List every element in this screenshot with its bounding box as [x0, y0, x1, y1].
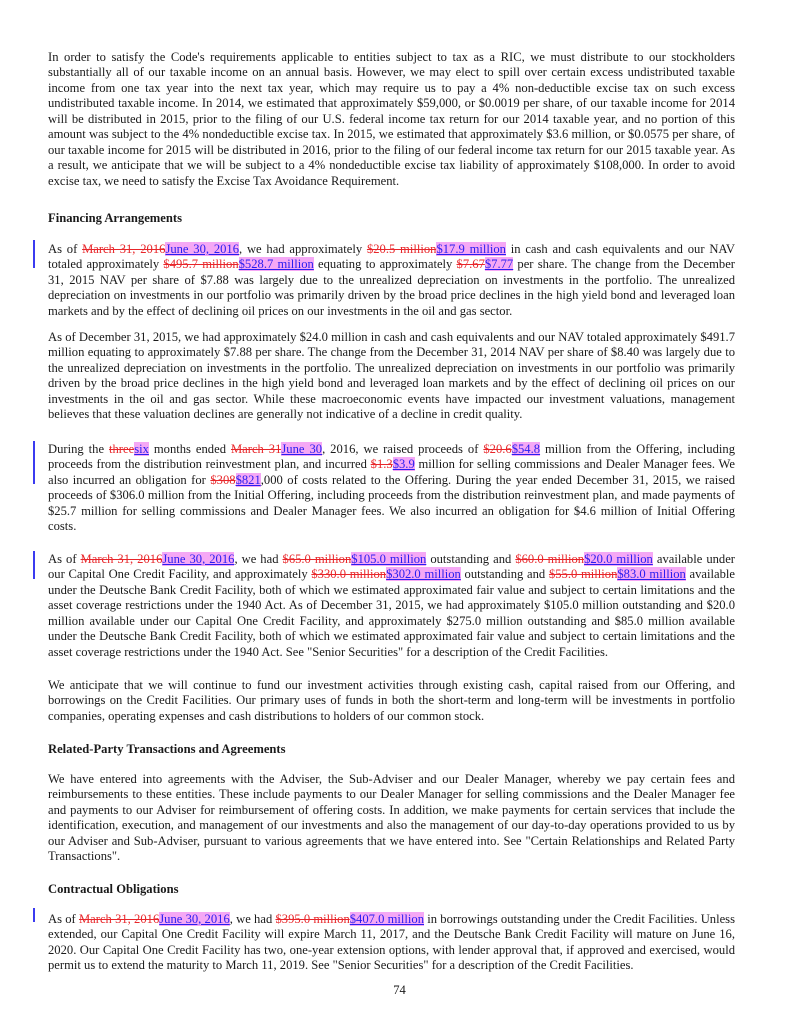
inserted-text: June 30, 2016 [165, 242, 240, 256]
heading-financing-arrangements: Financing Arrangements [48, 211, 182, 225]
deleted-text: March 31, 2016 [78, 912, 160, 926]
change-bar [33, 240, 35, 268]
deleted-text: $7.67 [456, 257, 485, 272]
deleted-text: March 31 [230, 442, 282, 456]
deleted-text: $55.0 million [548, 567, 618, 582]
paragraph-financing-nav: As of March 31, 2016June 30, 2016, we had approximately $20.5 million$17.9 million in cash and cash equivalents and our NAV totaled approximately $495.7 million$528.7 million equating to approximately $7.67$7.77 per share. The change from the December 31, 2015 NAV per share of $7.88 was largely due to the unrealized depreciation on investments in the portfolio. The unrealized depreciation on investments in our portfolio was primarily driven by the broad price declines in the high yield bond and leveraged loan markets and by the effect of declining oil prices on our investments in the oil and gas sector. [48, 242, 735, 318]
inserted-text: $20.0 million [584, 552, 653, 566]
deleted-text: $65.0 million [282, 552, 352, 566]
inserted-text: June 30, 2016 [159, 912, 230, 926]
deleted-text: $495.7 million [163, 257, 239, 272]
deleted-text: $60.0 million [515, 552, 585, 566]
inserted-text: $302.0 million [386, 567, 461, 582]
deleted-text: $308 [210, 472, 236, 487]
deleted-text: March 31, 2016 [80, 552, 163, 566]
inserted-text: $17.9 million [436, 242, 506, 256]
paragraph-dec-2015-nav: As of December 31, 2015, we had approximately $24.0 million in cash and cash equivalents and our NAV totaled approximately $491.7 million equating to approximately $7.88 per share. The change from the December 31, 2014 NAV per share of $8.40 was largely due to the unrealized depreciation on investments in the portfolio. The unrealized depreciation on investments in our portfolio was primarily driven by the broad price declines in the high yield bond and leveraged loan markets and by the effect of declining oil prices on our investments in the oil and gas sector. While these macroeconomic events have impacted our investment valuations, management believes that these valuation declines are generally not indicative of a decline in credit quality. [48, 330, 735, 422]
paragraph-offering-proceeds: During the threesix months ended March 31June 30, 2016, we raised proceeds of $20.6$54.8 million from the Offering, including proceeds from the distribution reinvestment plan, and incurred $1.3$3.9 million for selling commissions and Dealer Manager fees. We also incurred an obligation for $308$821,000 of costs related to the Offering. During the year ended December 31, 2015, we raised proceeds of $306.0 million from the Initial Offering, including proceeds from the distribution reinvestment plan, and made payments of $25.7 million for selling commissions and Dealer Manager fees. We also incurred an obligation for $4.6 million of Initial Offering costs. [48, 442, 736, 534]
heading-related-party: Related-Party Transactions and Agreements [48, 742, 286, 756]
change-bar [33, 441, 35, 484]
inserted-text: $407.0 million [349, 912, 425, 926]
inserted-text: $105.0 million [351, 552, 427, 566]
change-bar [33, 908, 35, 922]
inserted-text: June 30 [281, 442, 323, 456]
paragraph-ric-distribution: In order to satisfy the Code's requirements applicable to entities subject to tax as a RIC, we must distribute to our stockholders substantially all of our taxable income on an annual basis. However, we may elect to spill over certain excess undistributed taxable income from one tax year into the next tax year, which may require us to pay a 4% non-deductible excise tax on such excess undistributed taxable income. In 2014, we estimated that approximately $59,000, or $0.0019 per share, of our taxable income for 2014 will be distributed in 2015, prior to the filing of our U.S. federal income tax return for our 2014 taxable year, and no portion of this amount was subject to the 4% nondeductible excise tax. In 2015, we estimated that approximately $3.6 million, or $0.0575 per share, of our taxable income for 2015 will be distributed in 2016, prior to the filing of our federal income tax return for our 2015 taxable year. As a result, we anticipate that we will be subject to a 4% nondeductible excise tax liability of approximately $108,000. In order to avoid excise tax, we need to satisfy the Excise Tax Avoidance Requirement. [48, 50, 735, 188]
deleted-text: $395.0 million [275, 912, 350, 926]
page-number: 74 [393, 983, 406, 997]
heading-contractual-obligations: Contractual Obligations [48, 882, 179, 896]
deleted-text: $20.5 million [366, 242, 437, 256]
inserted-text: $528.7 million [238, 257, 314, 272]
change-bar [33, 551, 35, 579]
deleted-text: three [109, 442, 135, 456]
paragraph-related-party: We have entered into agreements with the Adviser, the Sub-Adviser and our Dealer Manager, whereby we pay certain fees and reimbursements to these entities. These include payments to our Dealer Manager for selling commissions and the Dealer Manager fee and payments to our Adviser for reimbursement of offering costs. In addition, we make payments for certain services that include the identification, execution, and management of our investments and also the management of our day-to-day operations provided to us by our Adviser and Sub-Adviser, pursuant to various agreements that we have entered into. See "Certain Relationships and Related Party Transactions". [48, 772, 735, 864]
inserted-text: $3.9 [392, 457, 415, 472]
inserted-text: six [134, 442, 149, 456]
inserted-text: June 30, 2016 [162, 552, 235, 566]
deleted-text: March 31, 2016 [82, 242, 166, 256]
paragraph-contractual-obligations: As of March 31, 2016June 30, 2016, we had $395.0 million$407.0 million in borrowings outstanding under the Credit Facilities. Unless extended, our Capital One Credit Facility will expire March 11, 2017, and the Deutsche Bank Credit Facility will mature on June 16, 2020. Our Capital One Credit Facility has two, one-year extension options, with lender approval that, if approved and exercised, would permit us to extend the maturity to March 11, 2019. See "Senior Securities" for a description of the Credit Facilities. [48, 912, 735, 973]
deleted-text: $330.0 million [311, 567, 387, 582]
inserted-text: $7.77 [484, 257, 514, 272]
inserted-text: $821 [235, 472, 261, 487]
deleted-text: $20.6 [483, 442, 512, 456]
inserted-text: $54.8 [511, 442, 541, 456]
paragraph-funding-plans: We anticipate that we will continue to fund our investment activities through existing cash, capital raised from our Offering, and borrowings on the Credit Facilities. Our primary uses of funds in both the short-term and long-term will be investments in portfolio companies, operating expenses and cash distributions to holders of our common stock. [48, 678, 735, 723]
paragraph-credit-facilities: As of March 31, 2016June 30, 2016, we had $65.0 million$105.0 million outstanding and $60.0 million$20.0 million available under our Capital One Credit Facility, and approximately $330.0 million$302.0 million outstanding and $55.0 million$83.0 million available under the Deutsche Bank Credit Facility, both of which we estimated approximated fair value and subject to certain limitations and the asset coverage restrictions under the 1940 Act. As of December 31, 2015, we had approximately $105.0 million outstanding and $20.0 million available under our Capital One Credit Facility, and approximately $275.0 million outstanding and $85.0 million available under the Deutsche Bank Credit Facility, both of which we estimated approximated fair value and subject to certain limitations and the asset coverage restrictions under the 1940 Act. See "Senior Securities" for a description of the Credit Facilities. [48, 552, 735, 659]
deleted-text: $1.3 [370, 457, 393, 472]
inserted-text: $83.0 million [617, 567, 686, 582]
